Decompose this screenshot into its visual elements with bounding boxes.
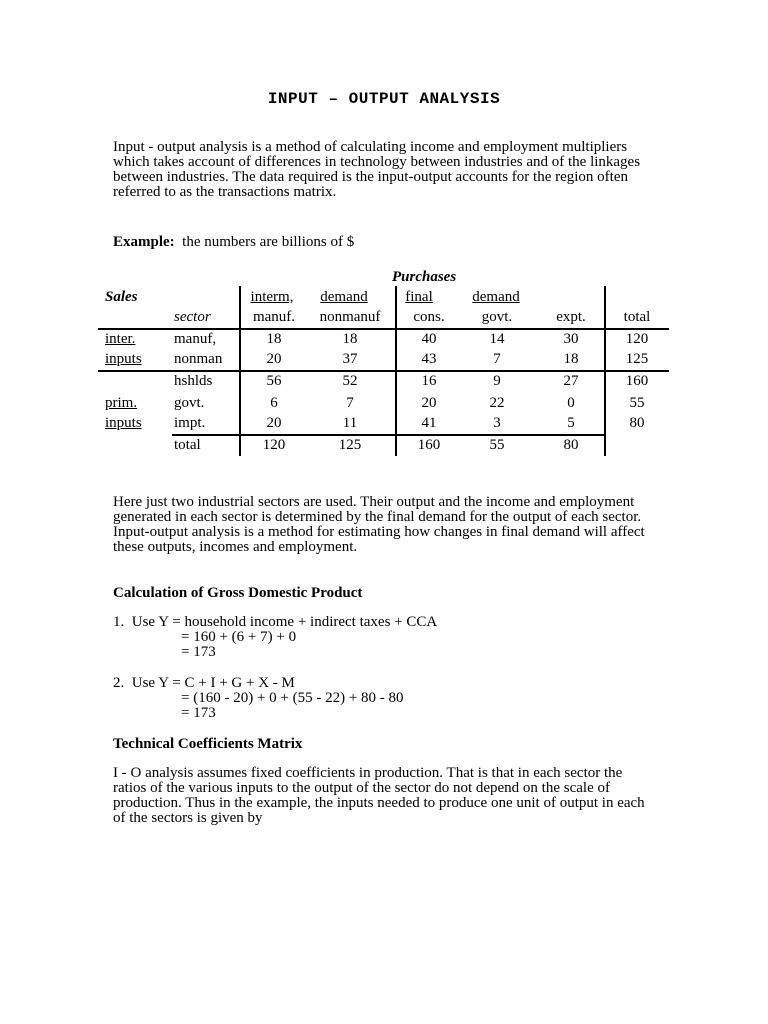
- group-inter-line1: inter.: [105, 331, 136, 347]
- header-govt: govt.: [481, 309, 513, 325]
- table-cell: 52: [342, 373, 358, 389]
- table-cell: 56: [266, 373, 282, 389]
- header-manuf: manuf.: [252, 309, 296, 325]
- header-expt: expt.: [556, 309, 586, 325]
- header-demand-1: demand: [320, 289, 368, 305]
- equation-1-line-3: = 173: [181, 644, 216, 660]
- table-cell: 9: [493, 373, 501, 389]
- table-cell: 6: [270, 395, 278, 411]
- purchases-label: Purchases: [392, 269, 457, 285]
- table-cell: 37: [342, 351, 358, 367]
- header-demand-2: demand: [472, 289, 520, 305]
- row-sector-label: govt.: [174, 395, 205, 411]
- header-final: final: [405, 289, 433, 305]
- equation-2-line-1: 2. Use Y = C + I + G + X - M: [113, 675, 295, 691]
- table-cell: 30: [563, 331, 579, 347]
- table-cell: 55: [629, 395, 645, 411]
- table-cell: 125: [625, 351, 649, 367]
- table-cell: 18: [266, 331, 282, 347]
- example-label: Example:: [113, 234, 175, 250]
- page-title: INPUT – OUTPUT ANALYSIS: [267, 90, 501, 108]
- table-cell: 43: [421, 351, 437, 367]
- table-cell: 7: [493, 351, 501, 367]
- table-cell: 160: [417, 437, 441, 453]
- row-sector-label: nonman: [174, 351, 223, 367]
- table-cell: 22: [489, 395, 505, 411]
- group-prim-line1: prim.: [105, 395, 138, 411]
- equation-1-line-1: 1. Use Y = household income + indirect taxes + CCA: [113, 614, 438, 630]
- table-cell: 41: [421, 415, 437, 431]
- equation-1-line-2: = 160 + (6 + 7) + 0: [181, 629, 297, 645]
- table-cell: 11: [342, 415, 358, 431]
- group-prim-line2: inputs: [105, 415, 142, 431]
- table-cell: 125: [338, 437, 362, 453]
- table-cell: 0: [567, 395, 575, 411]
- equation-1: [113, 615, 437, 660]
- table-cell: 80: [629, 415, 645, 431]
- gdp-heading: Calculation of Gross Domestic Product: [113, 585, 363, 601]
- table-cell: 3: [493, 415, 501, 431]
- header-cons: cons.: [413, 309, 445, 325]
- sales-label: Sales: [105, 289, 138, 305]
- tech-coefficients-heading: Technical Coefficients Matrix: [113, 736, 303, 752]
- header-total: total: [623, 309, 651, 325]
- header-interm: interm,: [250, 289, 294, 305]
- table-cell: 120: [262, 437, 286, 453]
- row-sector-label: total: [174, 437, 201, 453]
- table-cell: 40: [421, 331, 437, 347]
- third-paragraph: I - O analysis assumes fixed coefficients in production. That is that in each sector the ratios of the various inputs to the output of the sector do not depend on the scale of production. Thus in the example, the inputs needed to produce one unit of output in each of the sectors is given by: [113, 765, 645, 826]
- intro-paragraph: Input - output analysis is a method of calculating income and employment multipliers which takes account of differences in technology between industries and of the linkages between industries. The data required is the input-output accounts for the region often referred to as the transactions matrix.: [113, 139, 641, 200]
- table-cell: 120: [625, 331, 649, 347]
- table-cell: 7: [346, 395, 354, 411]
- second-paragraph: Here just two industrial sectors are used. Their output and the income and employment generated in each sector is determined by the final demand for the output of each sector. Input-output analysis is a method for estimating how changes in final demand will affect these outputs, incomes and employment.: [113, 494, 645, 555]
- row-sector-label: impt.: [174, 415, 206, 431]
- table-cell: 5: [567, 415, 575, 431]
- table-cell: 80: [563, 437, 579, 453]
- group-inter-line2: inputs: [105, 351, 142, 367]
- equation-2: [113, 676, 404, 721]
- equation-2-line-2: = (160 - 20) + 0 + (55 - 22) + 80 - 80: [181, 690, 404, 706]
- table-cell: 160: [625, 373, 649, 389]
- table-cell: 18: [342, 331, 358, 347]
- header-nonmanuf: nonmanuf: [319, 309, 381, 325]
- table-cell: 20: [266, 415, 282, 431]
- table-cell: 27: [563, 373, 579, 389]
- table-cell: 14: [489, 331, 505, 347]
- example-text: the numbers are billions of $: [182, 234, 355, 250]
- table-cell: 20: [421, 395, 437, 411]
- equation-2-line-3: = 173: [181, 705, 216, 721]
- row-sector-label: hshlds: [174, 373, 213, 389]
- example-line: [113, 234, 354, 251]
- table-cell: 18: [563, 351, 579, 367]
- table-cell: 55: [489, 437, 505, 453]
- table-cell: 16: [421, 373, 437, 389]
- table-cell: 20: [266, 351, 282, 367]
- row-sector-label: manuf,: [174, 331, 217, 347]
- header-sector: sector: [174, 309, 211, 325]
